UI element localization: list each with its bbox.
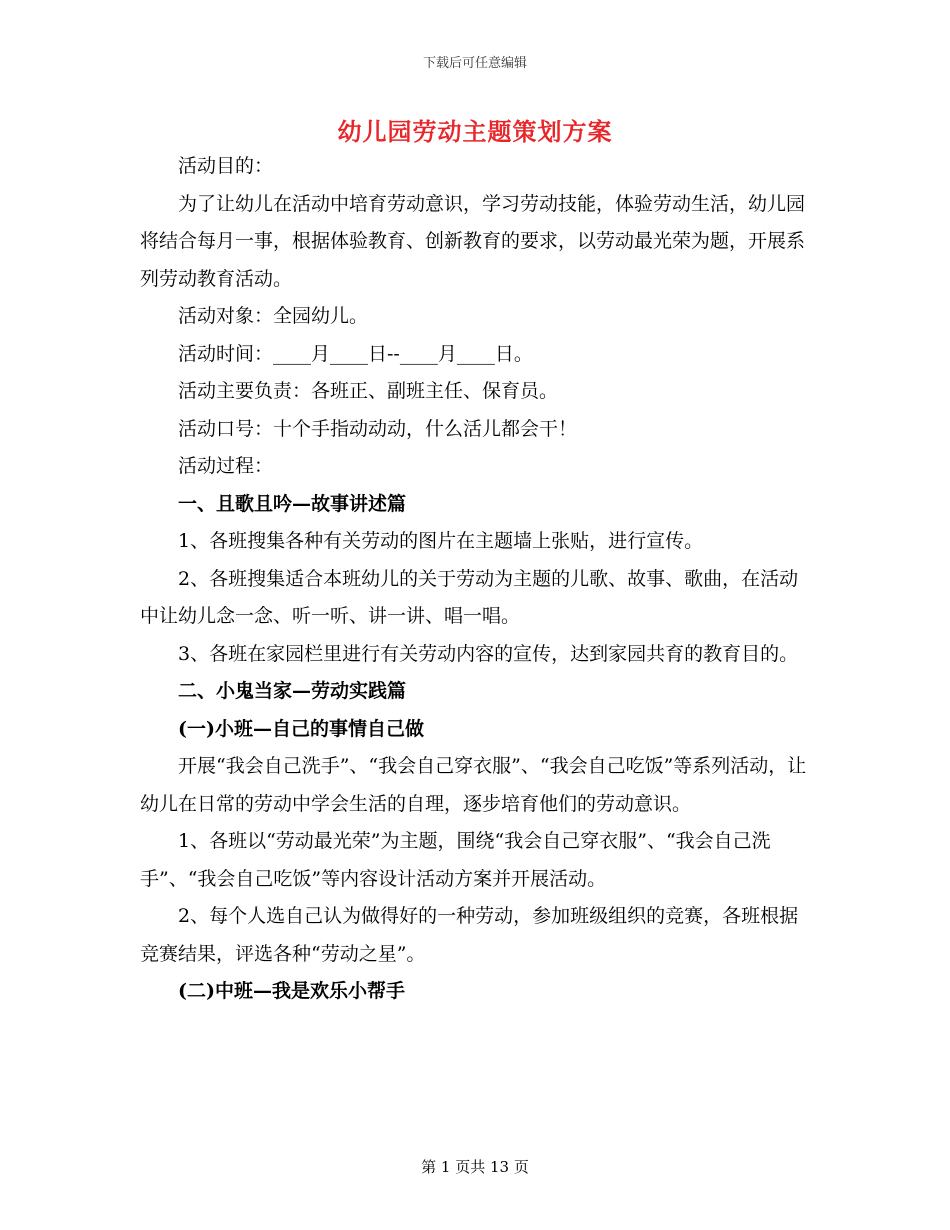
paragraph: 活动口号：十个手指动动动，什么活儿都会干！ (178, 417, 578, 440)
section-heading: 一、且歌且吟—故事讲述篇 (178, 492, 407, 515)
subsection-heading: (二)中班—我是欢乐小帮手 (178, 980, 405, 1002)
section-heading: 二、小鬼当家—劳动实践篇 (178, 680, 407, 702)
paragraph: 2、各班搜集适合本班幼儿的关于劳动为主题的儿歌、故事、歌曲，在活动中让幼儿念一念、听一听、讲一讲、唱一唱。 (140, 567, 799, 627)
paragraph: 1、各班搜集各种有关劳动的图片在主题墙上张贴，进行宣传。 (178, 530, 704, 552)
paragraph: 1、各班以“劳动最光荣”为主题，围绕“我会自己穿衣服”、“我会自己洗手”、“我会自己吃饭”等内容设计活动方案并开展活动。 (140, 830, 771, 890)
paragraph: 活动时间：____月____日--____月____日。 (178, 342, 533, 365)
document-body (140, 148, 812, 1011)
page-number: 第 1 页共 13 页 (421, 1158, 529, 1176)
document-title: 幼儿园劳动主题策划方案 (337, 117, 613, 146)
paragraph: 活动过程： (178, 455, 274, 477)
paragraph: 活动主要负责：各班正、副班主任、保育员。 (178, 380, 559, 402)
paragraph: 开展“我会自己洗手”、“我会自己穿衣服”、“我会自己吃饭”等系列活动，让幼儿在日常的劳动中学会生活的自理，逐步培育他们的劳动意识。 (140, 755, 807, 815)
paragraph: 活动对象：全园幼儿。 (178, 305, 369, 327)
paragraph: 2、每个人选自己认为做得好的一种劳动，参加班级组织的竞赛，各班根据竞赛结果，评选各种“劳动之星”。 (140, 905, 799, 965)
paragraph: 为了让幼儿在活动中培育劳动意识，学习劳动技能，体验劳动生活，幼儿园将结合每月一事，根据体验教育、创新教育的要求，以劳动最光荣为题，开展系列劳动教育活动。 (140, 192, 806, 290)
paragraph: 活动目的： (178, 155, 274, 177)
paragraph: 3、各班在家园栏里进行有关劳动内容的宣传，达到家园共育的教育目的。 (178, 642, 799, 665)
page-header-note: 下载后可任意编辑 (422, 56, 527, 71)
subsection-heading: (一)小班—自己的事情自己做 (178, 717, 424, 740)
